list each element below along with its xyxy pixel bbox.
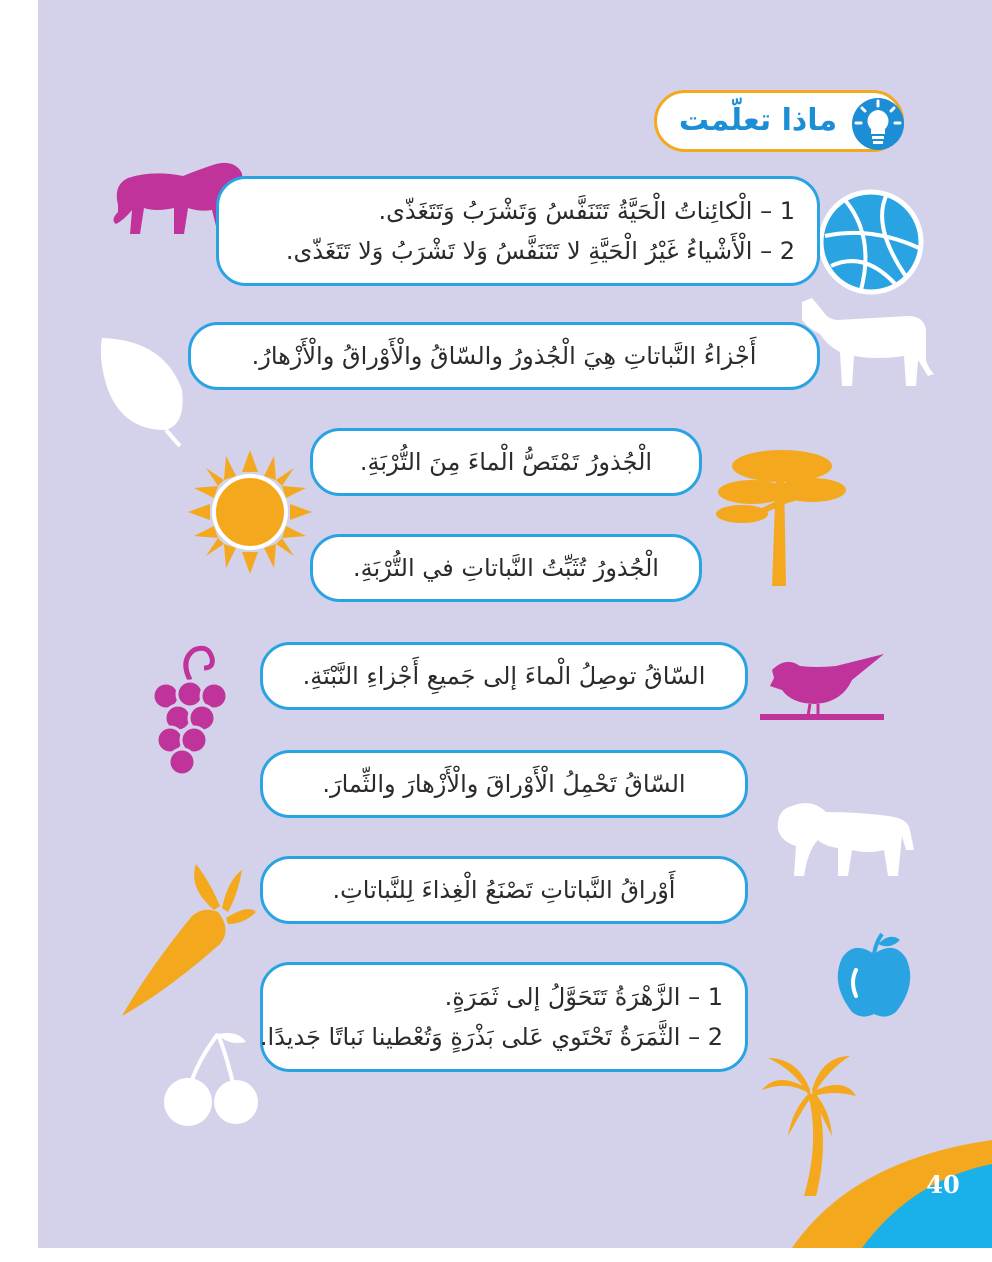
- fact-line: السّاقُ تَحْمِلُ الْأَوْراقَ والْأَزْهارَ والثِّمارَ.: [322, 770, 686, 798]
- lion-icon: [768, 790, 918, 880]
- page-number: 40: [926, 1170, 960, 1199]
- fact-line: 2 – الْأَشْياءُ غَيْرُ الْحَيَّةِ لا تَتَنَفَّسُ وَلا تَشْرَبُ وَلا تَتَغَذّى.: [285, 237, 795, 265]
- fact-box-flower-fruit: [260, 962, 748, 1072]
- fact-box-roots-anchor: [310, 534, 702, 602]
- leaf-icon: [94, 330, 194, 450]
- fact-box-leaves-food: [260, 856, 748, 924]
- fact-box-living-things: [216, 176, 820, 286]
- fact-line: أَجْزاءُ النَّباتاتِ هِيَ الْجُذورُ والسّاقُ والْأَوْراقُ والْأَزْهارُ.: [251, 342, 757, 370]
- tree-icon: [712, 440, 852, 590]
- fact-box-plant-parts: [188, 322, 820, 390]
- page-title: ماذا تعلّمت: [678, 103, 838, 138]
- fact-line: 1 – الْكائِناتُ الْحَيَّةُ تَتَنَفَّسُ وَتَشْرَبُ وَتَتَغَذّى.: [378, 197, 795, 225]
- fact-box-stem-carry: [260, 750, 748, 818]
- page: [38, 0, 992, 1248]
- fact-box-roots-absorb: [310, 428, 702, 496]
- bird-icon: [756, 650, 886, 730]
- cow-icon: [798, 290, 938, 390]
- apple-icon: [834, 930, 914, 1020]
- fact-line: السّاقُ توصِلُ الْماءَ إلى جَميعِ أَجْزاءِ النَّبْتَةِ.: [302, 662, 706, 690]
- fact-box-stem-water: [260, 642, 748, 710]
- fact-line: الْجُذورُ تُثَبِّتُ النَّباتاتِ في التُّرْبَةِ.: [353, 554, 659, 582]
- cherries-icon: [158, 1030, 268, 1130]
- fact-line: 1 – الزَّهْرَةُ تَتَحَوَّلُ إلى ثَمَرَةٍ.: [444, 983, 723, 1011]
- fact-line: 2 – الثَّمَرَةُ تَحْتَوي عَلى بَذْرَةٍ وَتُعْطينا نَباتًا جَديدًا.: [259, 1023, 723, 1051]
- grapes-icon: [150, 640, 230, 780]
- lightbulb-icon: [850, 96, 906, 152]
- fact-line: أَوْراقُ النَّباتاتِ تَصْنَعُ الْغِذاءَ لِلنَّباتاتِ.: [332, 876, 676, 904]
- sun-icon: [188, 450, 312, 574]
- carrot-icon: [118, 860, 258, 1020]
- fact-line: الْجُذورُ تَمْتَصُّ الْماءَ مِنَ التُّرْبَةِ.: [359, 448, 653, 476]
- basketball-icon: [815, 186, 927, 298]
